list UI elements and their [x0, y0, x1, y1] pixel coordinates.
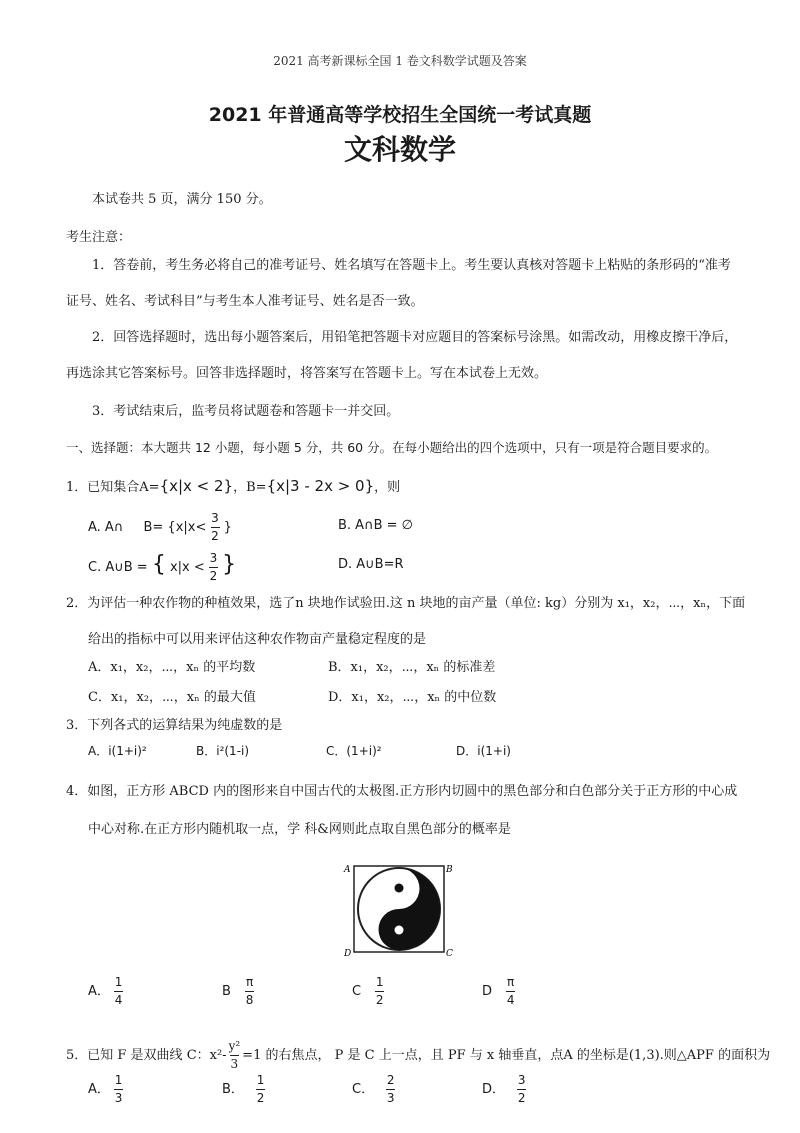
fraction-bar — [114, 1089, 123, 1090]
label-b: B — [446, 865, 453, 875]
q4-optA-fraction — [114, 976, 123, 1007]
q5-optB-letter: B． — [222, 1082, 244, 1098]
notice-line-2: 证号、姓名、考试科目”与考生本人准考证号、姓名是否一致。 — [66, 294, 424, 309]
q4-optD-letter: D — [482, 984, 493, 1000]
q4-optB-num: π — [245, 975, 254, 989]
q5-optB-den: 2 — [256, 1091, 265, 1106]
notice-line-1: 1．答卷前，考生务必将自己的准考证号、姓名填写在答题卡上。考生要认真核对答题卡上粘贴的条形码的“准考 — [92, 258, 731, 273]
q1-optA-num: 3 — [211, 511, 219, 525]
question-1-stem — [66, 476, 400, 495]
q4-optC-fraction — [375, 976, 384, 1007]
q1-option-b: B. A∩B = ∅ — [338, 518, 413, 533]
q1-optC-fraction — [209, 552, 218, 583]
right-brace: } — [222, 552, 237, 578]
q5-den3: 3 — [230, 1057, 239, 1072]
q4-optD-fraction — [506, 976, 515, 1007]
left-brace: { — [151, 552, 166, 578]
taiji-figure — [342, 858, 462, 958]
notice-title: 考生注意： — [66, 230, 132, 245]
q4-optA-den: 4 — [114, 993, 123, 1008]
q5-optC-fraction — [386, 1074, 395, 1105]
q5-stem-end: =1 的右焦点， P 是 C 上一点，且 PF 与 x 轴垂直，点A 的坐标是(1,3).则△APF 的面积为 — [242, 1048, 771, 1064]
section-heading: 一、选择题：本大题共 12 小题，每小题 5 分，共 60 分。在每小题给出的四个选项中，只有一项是符合题目要求的。 — [66, 440, 718, 455]
q1-stem-end: ，则 — [374, 480, 401, 495]
fraction-bar — [386, 1089, 395, 1090]
q4-optC-num: 1 — [375, 975, 384, 989]
q5-option-a — [88, 1074, 123, 1105]
label-d: D — [344, 949, 352, 958]
q4-option-d — [482, 976, 515, 1007]
q4-optB-fraction — [245, 976, 254, 1007]
notice-line-3: 2．回答选择题时，选出每小题答案后，用铅笔把答题卡对应题目的答案标号涂黑。如需改动，用橡皮擦干净后， — [92, 330, 738, 345]
q1-optA-pre: A. A∩ — [88, 520, 124, 536]
q5-y2: y² — [228, 1039, 241, 1053]
fraction-bar — [256, 1089, 265, 1090]
q5-hyperbola-fraction — [229, 1040, 241, 1071]
q4-optC-den: 2 — [375, 993, 384, 1008]
q4-optC-letter: C — [352, 984, 362, 1000]
q2-option-c: C．x₁，x₂，⋯，xₙ 的最大值 — [88, 690, 256, 705]
question-3-stem: 3．下列各式的运算结果为纯虚数的是 — [66, 718, 283, 733]
intro-text: 本试卷共 5 页，满分 150 分。 — [92, 192, 272, 207]
fraction-bar — [211, 527, 220, 528]
q5-stem-start: 5．已知 F 是双曲线 C：x²- — [66, 1048, 227, 1064]
page-header: 2021 高考新课标全国 1 卷文科数学试题及答案 — [273, 54, 527, 68]
q5-optA-letter: A． — [88, 1082, 110, 1098]
exam-subtitle: 文科数学 — [343, 133, 456, 166]
fraction-bar — [506, 991, 515, 992]
fraction-bar — [517, 1089, 526, 1090]
q5-option-b — [222, 1074, 265, 1105]
q3-option-d: D．i(1+i) — [456, 744, 511, 758]
q2-option-a: A．x₁，x₂，⋯，xₙ 的平均数 — [88, 660, 256, 675]
q3-option-a: A．i(1+i)² — [88, 744, 147, 758]
q5-optC-num: 2 — [386, 1073, 395, 1087]
q1-stem-mid: ，B= — [233, 480, 267, 495]
q1-stem-start: 1．已知集合A= — [66, 480, 160, 495]
question-5-stem — [66, 1040, 770, 1071]
q4-option-b — [222, 976, 254, 1007]
fraction-bar — [114, 991, 123, 992]
q5-optA-fraction — [114, 1074, 123, 1105]
q5-optC-letter: C． — [352, 1082, 375, 1098]
q1-option-c — [88, 552, 236, 583]
exam-title: 2021 年普通高等学校招生全国统一考试真题 — [208, 104, 592, 126]
question-2-line-2: 给出的指标中可以用来评估这种农作物亩产量稳定程度的是 — [88, 632, 427, 647]
q5-optA-den: 3 — [114, 1091, 123, 1106]
q5-optD-num: 3 — [517, 1073, 526, 1087]
q1-optC-set: x|x < — [169, 560, 205, 576]
q1-optA-post: } — [223, 520, 232, 536]
q1-optC-pre: C. A∪B = — [88, 560, 148, 576]
label-c: C — [446, 949, 453, 958]
question-4-line-2: 中心对称.在正方形内随机取一点，学 科&网则此点取自黑色部分的概率是 — [88, 822, 511, 837]
question-2-line-1: 2．为评估一种农作物的种植效果，选了n 块地作试验田.这 n 块地的亩产量（单位: kg）分别为 x₁，x₂，⋯，xₙ，下面 — [66, 596, 746, 611]
q4-optD-num: π — [507, 975, 515, 989]
fraction-bar — [209, 567, 218, 568]
q1-option-a — [88, 512, 232, 543]
notice-line-5: 3．考试结束后，监考员将试题卷和答题卡一并交回。 — [92, 404, 400, 419]
q5-optD-fraction — [517, 1074, 526, 1105]
q5-optB-fraction — [256, 1074, 265, 1105]
q5-option-d — [482, 1074, 526, 1105]
q5-option-c — [352, 1074, 395, 1105]
q5-optD-den: 2 — [517, 1091, 526, 1106]
fraction-bar — [230, 1055, 239, 1056]
q1-option-d: D. A∪B=R — [338, 557, 404, 572]
q1-set-a: {x|x < 2} — [159, 477, 234, 495]
q4-option-c — [352, 976, 384, 1007]
q1-set-b: {x|3 - 2x > 0} — [266, 477, 375, 495]
q4-optD-den: 4 — [506, 993, 515, 1008]
q3-option-b: B．i²(1-i) — [196, 744, 250, 758]
q5-optB-num: 1 — [256, 1073, 265, 1087]
q1-optA-mid: B= {x|x< — [143, 520, 207, 536]
q1-optA-fraction — [211, 512, 220, 543]
q5-optA-num: 1 — [114, 1073, 123, 1087]
fraction-bar — [245, 991, 254, 992]
question-4-line-1: 4．如图，正方形 ABCD 内的图形来自中国古代的太极图.正方形内切圆中的黑色部分和白色部分关于正方形的中心成 — [66, 784, 738, 799]
q5-optD-letter: D． — [482, 1082, 506, 1098]
notice-line-4: 再选涂其它答案标号。回答非选择题时，将答案写在答题卡上。写在本试卷上无效。 — [66, 366, 548, 381]
q4-option-a — [88, 976, 123, 1007]
q4-optB-letter: B — [222, 984, 231, 1000]
q4-optA-letter: A． — [88, 984, 110, 1000]
q1-optC-num: 3 — [209, 551, 218, 565]
q4-optA-num: 1 — [114, 975, 123, 989]
q2-option-d: D．x₁，x₂，⋯，xₙ 的中位数 — [328, 690, 497, 705]
q4-optB-den: 8 — [245, 993, 254, 1008]
q1-optC-den: 2 — [209, 569, 218, 584]
q2-option-b: B．x₁，x₂，⋯，xₙ 的标准差 — [328, 660, 496, 675]
fraction-bar — [375, 991, 384, 992]
q3-option-c: C．(1+i)² — [326, 744, 382, 758]
q5-optC-den: 3 — [386, 1091, 395, 1106]
label-a: A — [344, 865, 351, 875]
q1-optA-den: 2 — [211, 529, 219, 544]
